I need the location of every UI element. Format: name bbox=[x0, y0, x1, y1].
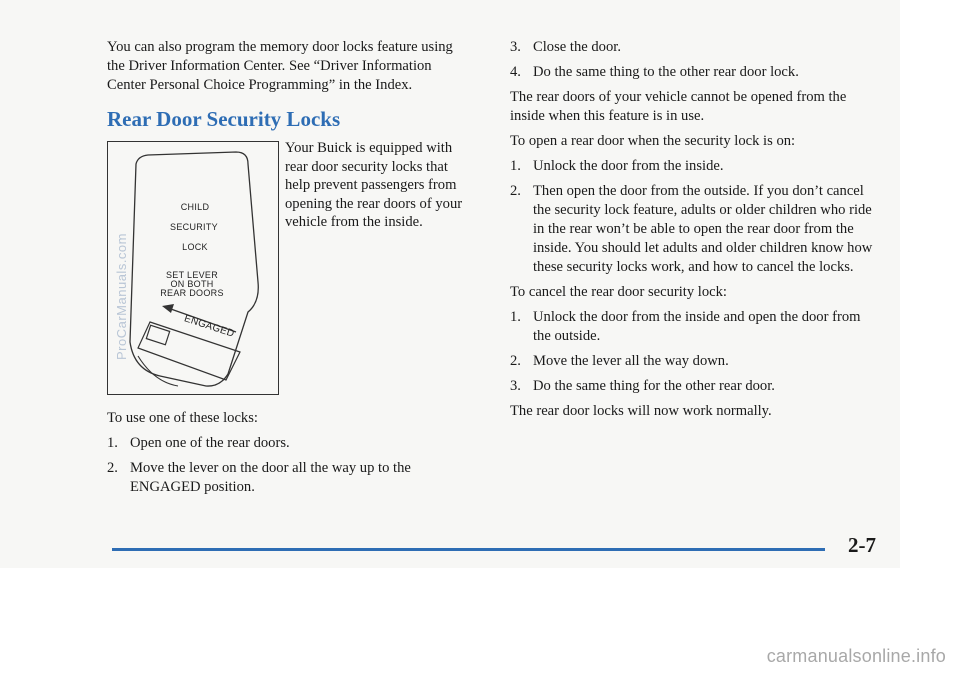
page-number: 2-7 bbox=[848, 533, 876, 557]
list-item: 4. Do the same thing to the other rear door lock. bbox=[510, 64, 799, 80]
cancel-intro: To cancel the rear door security lock: bbox=[510, 284, 727, 300]
open-steps-list bbox=[510, 157, 880, 277]
closing-paragraph: The rear door locks will now work normally. bbox=[510, 403, 772, 419]
list-item: 2. Move the lever on the door all the way up to the ENGAGED position. bbox=[107, 460, 411, 495]
left-column bbox=[107, 38, 467, 503]
list-item: 1. Unlock the door from the inside and open the door from the outside. bbox=[510, 309, 861, 344]
section-heading: Rear Door Security Locks bbox=[107, 107, 341, 131]
child-lock-illustration bbox=[107, 141, 279, 395]
use-intro: To use one of these locks: bbox=[107, 410, 258, 426]
open-intro: To open a rear door when the security lock is on: bbox=[510, 133, 796, 149]
use-steps-list bbox=[107, 434, 467, 497]
list-item: 2. Then open the door from the outside. If you don’t cancel the security lock feature, adults or older children who ride in the rear won’t be able to open the rear door from the inside. You should let adults and older children know how these security locks work, and how to cancel the locks. bbox=[510, 183, 873, 275]
steps-continued-list bbox=[510, 38, 880, 82]
figure-side-text bbox=[285, 139, 465, 232]
list-item: 3. Do the same thing for the other rear door. bbox=[510, 378, 775, 394]
intro-paragraph: You can also program the memory door locks feature using the Driver Information Center. See “Driver Information Center Personal Choice Programming” in the Index. bbox=[107, 39, 453, 93]
list-item: 1. Unlock the door from the inside. bbox=[510, 158, 724, 174]
list-item: 2. Move the lever all the way down. bbox=[510, 353, 729, 369]
watermark: ProCarManuals.com bbox=[114, 233, 129, 360]
door-lock-diagram-icon bbox=[108, 142, 278, 394]
label-security: SECURITY bbox=[170, 222, 218, 232]
label-on-both: ON BOTH bbox=[170, 279, 214, 289]
list-item: 1. Open one of the rear doors. bbox=[107, 435, 290, 451]
label-lock: LOCK bbox=[182, 242, 208, 252]
feature-note: The rear doors of your vehicle cannot be opened from the inside when this feature is in use. bbox=[510, 89, 847, 124]
label-rear-doors: REAR DOORS bbox=[160, 288, 224, 298]
label-child: CHILD bbox=[180, 202, 210, 212]
label-engaged: ENGAGED bbox=[182, 313, 236, 340]
cancel-steps-list bbox=[510, 308, 880, 396]
footer-rule bbox=[112, 548, 825, 551]
figure-row bbox=[107, 141, 467, 409]
label-set-lever: SET LEVER bbox=[165, 270, 219, 280]
right-column bbox=[510, 38, 880, 427]
side-paragraph: Your Buick is equipped with rear door security locks that help prevent passengers from opening the rear doors of your vehicle from the inside. bbox=[285, 140, 463, 230]
list-item: 3. Close the door. bbox=[510, 39, 621, 55]
site-watermark[interactable]: carmanualsonline.info bbox=[766, 646, 946, 666]
